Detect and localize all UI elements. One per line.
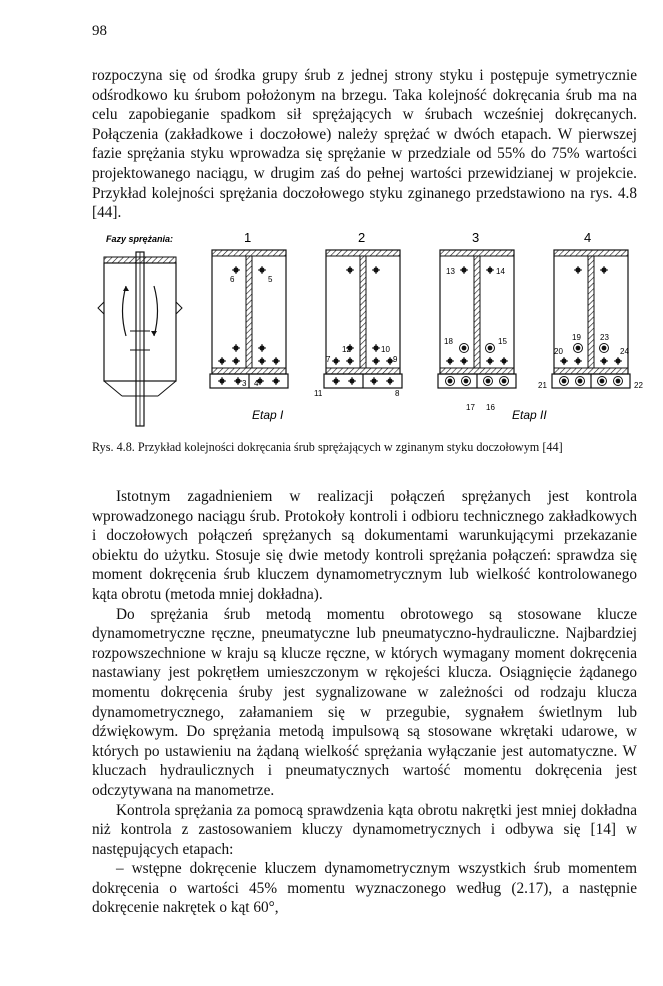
bolt-label-18: 18 — [444, 337, 453, 346]
stage-2-label: Etap II — [512, 408, 547, 422]
phase-number-3: 3 — [472, 230, 480, 245]
figure-caption: Rys. 4.8. Przykład kolejności dokręcania śrub sprężających w zginanym styku doczołowym [44] — [92, 440, 563, 454]
bolt-label-6: 6 — [230, 275, 235, 284]
bolt-label-4: 4 — [254, 379, 259, 388]
bolt-label-5: 5 — [268, 275, 273, 284]
paragraph-torque-wrenches: Do sprężania śrub metodą momentu obrotowego są stosowane klucze dynamometryczne ręczne, pneumatyczne lub pneumatyczno-hydrauliczne. Najbardziej rozpowszechnione w kraju są klucze ręczne, w których wymagany moment dokręcenia nastawiany jest pokrętłem umieszczonym w rękojeści klucza. Osiągnięcie żądanego momentu dokręcenia śruby jest sygnalizowane w zależności od rodzaju klucza dynamometrycznego, załamaniem się w przegubie, sygnałem świetlnym lub dźwiękowym. Do sprężania metodą impulsową są stosowane wkrętaki udarowe, w których po ustawieniu na żądaną wielkość sprężania wyłączanie jest automatyczne. W kluczach hydraulicznych i pneumatycznych wartość momentu dokręcenia jest odczytywana na manometrze. — [92, 605, 637, 799]
phase-number-4: 4 — [584, 230, 592, 245]
bolt-label-22: 22 — [634, 381, 643, 390]
bolt-label-21: 21 — [538, 381, 547, 390]
phases-label: Fazy sprężania: — [106, 234, 174, 244]
bolt-sequence-diagram — [92, 226, 642, 426]
bolt-label-23: 23 — [600, 333, 609, 342]
bolt-label-15: 15 — [498, 337, 507, 346]
figure-bolt-sequence — [92, 226, 642, 426]
bolt-label-13: 13 — [446, 267, 455, 276]
bolt-label-7: 7 — [326, 355, 331, 364]
stage-1-label: Etap I — [252, 408, 284, 422]
bolt-label-20: 20 — [554, 347, 563, 356]
bolt-label-12: 12 — [342, 345, 351, 354]
bolt-label-9: 9 — [393, 355, 398, 364]
bolt-label-3: 3 — [242, 379, 247, 388]
bolt-label-14: 14 — [496, 267, 505, 276]
page-number: 98 — [92, 23, 107, 39]
paragraph-control: Istotnym zagadnieniem w realizacji połączeń sprężanych jest kontrola wprowadzonego naciągu śrub. Protokoły kontroli i odbioru technicznego zakładkowych i doczołowych połączeń sprężanych są dokumentami warunkującymi przekazanie obiektu do użytku. Stosuje się dwie metody kontroli sprężania połączeń: sprawdza się moment dokręcenia śrub kluczem dynamometrycznym lub wielkość kontrolowanego kąta obrotu (metoda mniej dokładna). — [92, 488, 637, 603]
bolt-label-10: 10 — [381, 345, 390, 354]
panel-phase-4 — [538, 250, 643, 390]
phase-number-2: 2 — [358, 230, 366, 245]
bolt-label-24: 24 — [620, 347, 629, 356]
bolt-label-8: 8 — [395, 389, 400, 398]
connection-side-view — [98, 252, 182, 426]
bolt-label-17: 17 — [466, 403, 475, 412]
panel-phase-2 — [314, 250, 402, 398]
phase-number-1: 1 — [244, 230, 252, 245]
panel-phase-3 — [438, 250, 516, 412]
panel-phase-1 — [210, 250, 288, 388]
paragraph-angle-control: Kontrola sprężania za pomocą sprawdzenia kąta obrotu nakrętki jest mniej dokładna niż kontrola z zastosowaniem kluczy dynamometrycznych i odbywa się [14] w następujących etapach: — [92, 801, 637, 858]
bolt-label-11: 11 — [314, 389, 323, 398]
paragraph-intro: rozpoczyna się od środka grupy śrub z jednej strony styku i postępuje symetrycznie odśrodkowo ku śrubom położonym na brzegu. Taka kolejność dokręcania śrub ma na celu zapobieganie spadkom sił sprężających w śrubach wcześniej dokręcanych. Połączenia (zakładkowe i doczołowe) należy sprężać w dwóch etapach. W pierwszej fazie sprężania styku wprowadza się sprężanie w przedziale od 55% do 75% wartości projektowanego naciągu, w drugim zaś do pełnej wartości przewidzianej w projekcie. Przykład kolejności sprężania doczołowego styku zginanego przedstawiono na rys. 4.8 [44]. — [92, 67, 637, 222]
paragraph-list-item: – wstępne dokręcenie kluczem dynamometrycznym wszystkich śrub momentem dokręcenia o wartości 45% momentu wyznaczonego według (2.17), a następnie dokręcenie nakrętek o kąt 60°, — [92, 860, 637, 917]
bolt-label-19: 19 — [572, 333, 581, 342]
body-text — [92, 487, 637, 918]
bolt-label-16: 16 — [486, 403, 495, 412]
